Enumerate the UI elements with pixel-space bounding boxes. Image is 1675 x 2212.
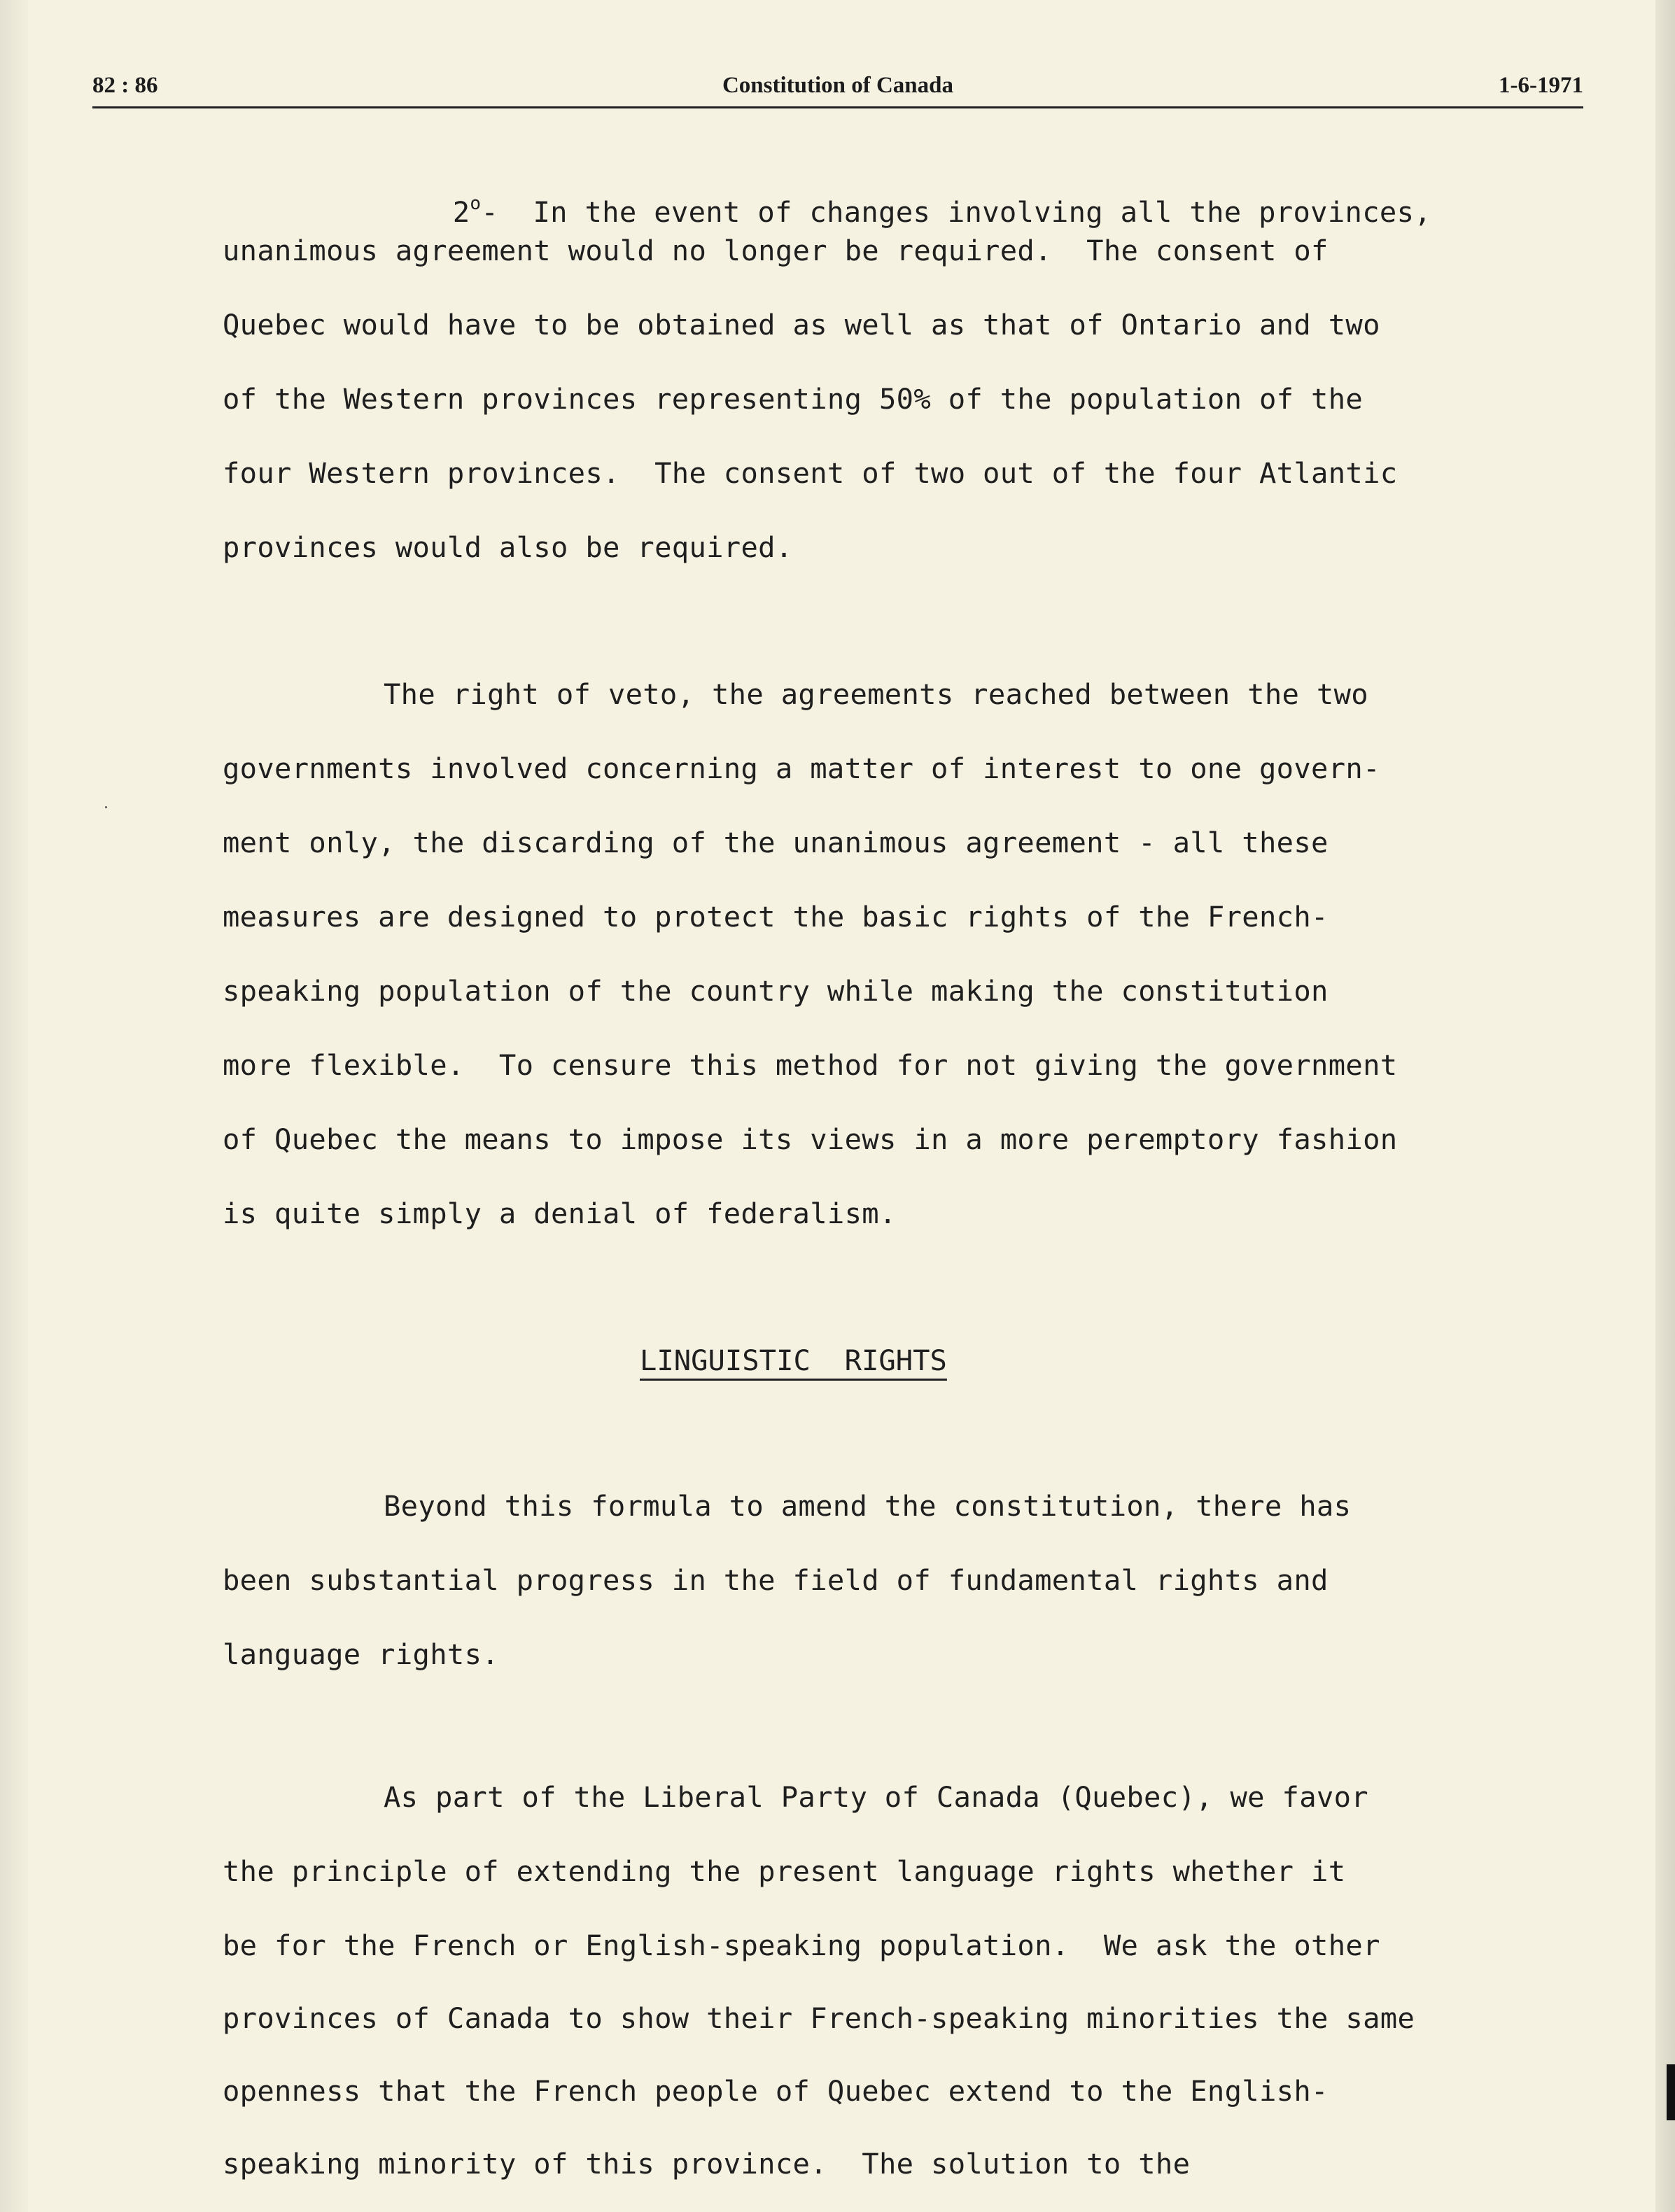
document-date: 1-6-1971 [1499, 73, 1583, 98]
paragraph-line: of the Western provinces representing 50% of the population of the [223, 382, 1364, 416]
page-right-edge [1655, 0, 1675, 2212]
paragraph-line: - In the event of changes involving all the provinces, [481, 195, 1431, 229]
paragraph-line: be for the French or English-speaking population. We ask the other [223, 1929, 1380, 1962]
paragraph-line: unanimous agreement would no longer be required. The consent of [223, 234, 1329, 267]
header-rule [92, 106, 1583, 108]
paragraph-line: ment only, the discarding of the unanimous agreement - all these [223, 826, 1329, 859]
paragraph-line: openness that the French people of Quebec extend to the English- [223, 2074, 1329, 2108]
paragraph-line: measures are designed to protect the basic rights of the French- [223, 900, 1329, 934]
page-left-edge [0, 0, 28, 2212]
paragraph-line: the principle of extending the present language rights whether it [223, 1854, 1346, 1888]
section-heading: LINGUISTIC RIGHTS [640, 1344, 947, 1377]
page-header [92, 73, 1583, 108]
paragraph-line: speaking population of the country while making the constitution [223, 974, 1329, 1008]
paragraph-line: speaking minority of this province. The solution to the [223, 2147, 1191, 2181]
paragraph-line: been substantial progress in the field of fundamental rights and [223, 1563, 1329, 1597]
paragraph-line: governments involved concerning a matter of interest to one govern- [223, 752, 1380, 785]
paragraph-line: provinces would also be required. [223, 530, 793, 564]
paragraph-line: Quebec would have to be obtained as well as that of Ontario and two [223, 308, 1380, 341]
paragraph-line: is quite simply a denial of federalism. [223, 1197, 897, 1230]
paragraph-line: Beyond this formula to amend the constitution, there has [384, 1489, 1352, 1523]
list-number: 2 [452, 195, 470, 229]
margin-speck [105, 806, 107, 808]
scan-edge-mark [1667, 2064, 1675, 2120]
document-title: Constitution of Canada [722, 73, 954, 98]
page-number: 82 : 86 [92, 73, 158, 98]
paragraph-line: of Quebec the means to impose its views in a more peremptory fashion [223, 1122, 1398, 1156]
paragraph-line: four Western provinces. The consent of two out of the four Atlantic [223, 456, 1398, 490]
paragraph-line: language rights. [223, 1637, 499, 1671]
paragraph-line: As part of the Liberal Party of Canada (Quebec), we favor [384, 1780, 1368, 1814]
paragraph-line: more flexible. To censure this method for not giving the government [223, 1048, 1398, 1082]
degree-superscript: o [470, 193, 482, 214]
paragraph-line: provinces of Canada to show their French-speaking minorities the same [223, 2001, 1415, 2035]
paragraph-line: The right of veto, the agreements reached between the two [384, 677, 1368, 711]
